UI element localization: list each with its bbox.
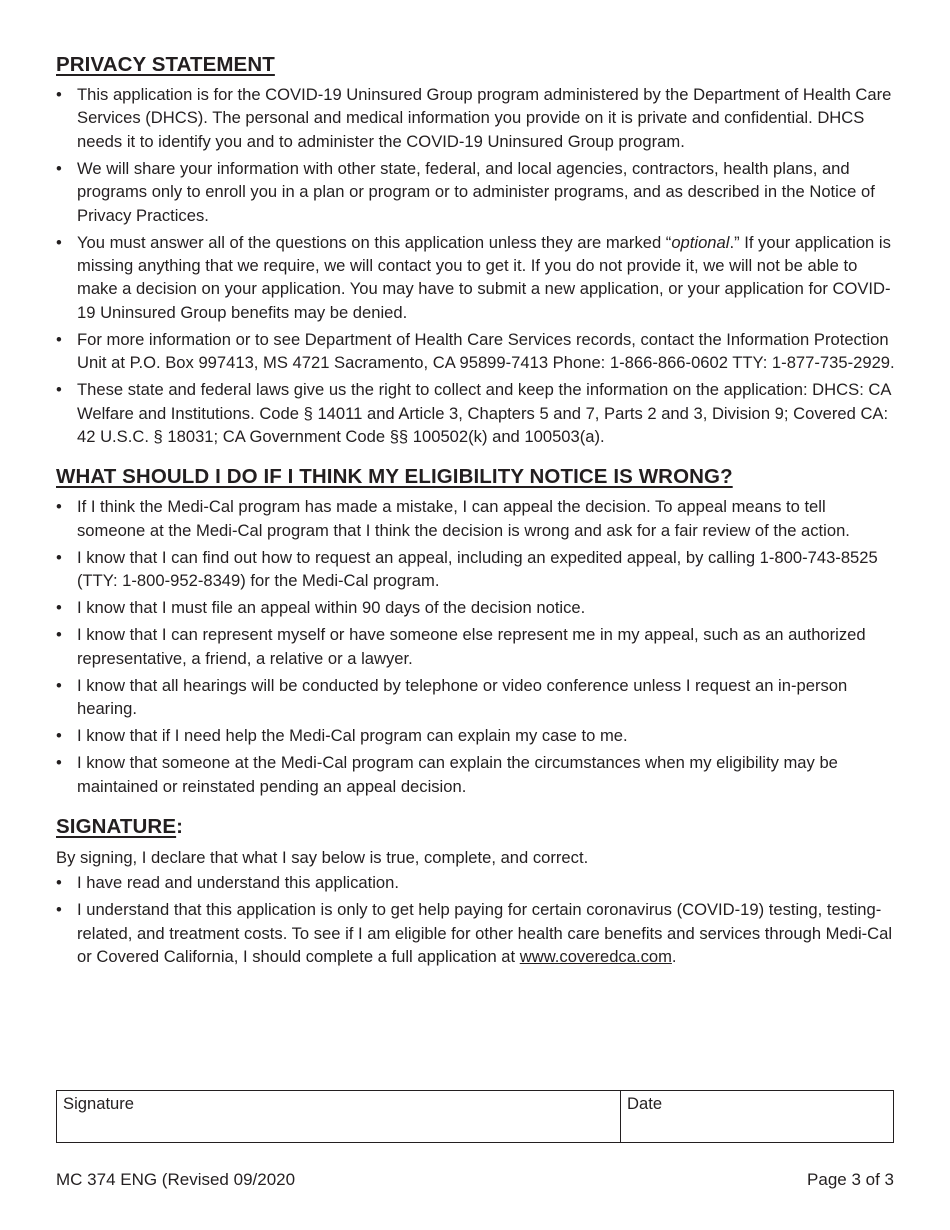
date-field[interactable]	[621, 1091, 893, 1142]
list-item: • I know that all hearings will be conducted by telephone or video conference unless I request an in-person hearing.	[56, 675, 848, 719]
bullet: •	[56, 873, 62, 893]
privacy-list	[56, 83, 896, 448]
list-item: • I have read and understand this application.	[56, 871, 896, 894]
signature-heading-row	[56, 814, 896, 840]
form-id: MC 374 ENG (Revised 09/2020	[56, 1170, 296, 1189]
signature-label: Signature	[63, 1094, 135, 1113]
appeal-list	[56, 495, 896, 797]
signature-list	[56, 871, 896, 968]
list-item: • I know that I can represent myself or have someone else represent me in my appeal, such as an authorized representative, a friend, a relative or a lawyer.	[56, 625, 866, 668]
bullet: •	[56, 497, 62, 517]
privacy-heading: PRIVACY STATEMENT	[56, 53, 275, 76]
bullet: •	[56, 547, 62, 567]
list-item: • You must answer all of the questions on this application unless they are marked “optional.” If your application is missing anything that we require, we will contact you to get it. If you do not provide it, we will not be able to make a decision on your application. You may have to submit a new application, or your application for COVID-19 Uninsured Group benefits may be denied.	[56, 232, 891, 322]
signature-intro: By signing, I declare that what I say below is true, complete, and correct.	[56, 847, 589, 867]
list-item: • I know that someone at the Medi-Cal program can explain the circumstances when my eligibility may be maintained or reinstated pending an appeal decision.	[56, 753, 838, 796]
bullet: •	[56, 726, 62, 746]
bullet: •	[56, 625, 62, 645]
list-item: • We will share your information with other state, federal, and local agencies, contractors, health plans, and programs only to enroll you in a plan or program or to administer programs, and as described in the Notice of Privacy Practices.	[56, 158, 875, 225]
signature-box	[56, 1090, 894, 1143]
bullet: •	[56, 158, 62, 178]
list-item: • For more information or to see Department of Health Care Services records, contact the Information Protection Unit at P.O. Box 997413, MS 4721 Sacramento, CA 95899-7413 Phone: 1-866-866-0602 TTY: 1-877-735-2929.	[56, 329, 895, 373]
appeal-heading: WHAT SHOULD I DO IF I THINK MY ELIGIBILITY NOTICE IS WRONG?	[56, 465, 733, 489]
list-item: • I know that I can find out how to request an appeal, including an expedited appeal, by calling 1-800-743-8525 (TTY: 1-800-952-8349) for the Medi-Cal program.	[56, 547, 878, 591]
bullet: •	[56, 675, 62, 695]
bullet: •	[56, 598, 62, 618]
signature-field[interactable]	[57, 1091, 621, 1142]
optional-emphasis: optional	[671, 232, 730, 252]
signature-heading: SIGNATURE	[56, 814, 177, 838]
list-item: • This application is for the COVID-19 Uninsured Group program administered by the Department of Health Care Services (DHCS). The personal and medical information you provide on it is private and confidential. DHCS needs it to identify you and to administer the COVID-19 Uninsured Group program.	[56, 85, 892, 151]
bullet: •	[56, 380, 62, 400]
signature-colon: :	[176, 814, 183, 838]
list-item: • These state and federal laws give us the right to collect and keep the information on the application: DHCS: CA Welfare and Institutions. Code § 14011 and Article 3, Chapters 5 and 7, Parts 2 and 3, Division 9; Covered CA: 42 U.S.C. § 18031; CA Government Code §§ 100502(k) and 100503(a).	[56, 380, 891, 447]
bullet: •	[56, 753, 62, 773]
page-footer	[56, 1170, 894, 1190]
bullet: •	[56, 85, 62, 104]
coveredca-link[interactable]: www.coveredca.com	[519, 947, 672, 967]
bullet: •	[56, 329, 62, 349]
list-item: • I know that if I need help the Medi-Cal program can explain my case to me.	[56, 724, 896, 747]
date-label: Date	[627, 1094, 663, 1113]
bullet: •	[56, 900, 62, 920]
bullet: •	[56, 232, 62, 252]
document-page	[56, 52, 896, 969]
list-item: • I know that I must file an appeal within 90 days of the decision notice.	[56, 596, 896, 619]
list-item: • I understand that this application is only to get help paying for certain coronavirus (COVID-19) testing, testing-related, and treatment costs. To see if I am eligible for other health care benefits and services through Medi-Cal or Covered California, I should complete a full application at www.coveredca.com.	[56, 900, 893, 967]
list-item: • If I think the Medi-Cal program has made a mistake, I can appeal the decision. To appeal means to tell someone at the Medi-Cal program that I think the decision is wrong and ask for a fair review of the action.	[56, 497, 850, 540]
page-number: Page 3 of 3	[807, 1170, 894, 1189]
